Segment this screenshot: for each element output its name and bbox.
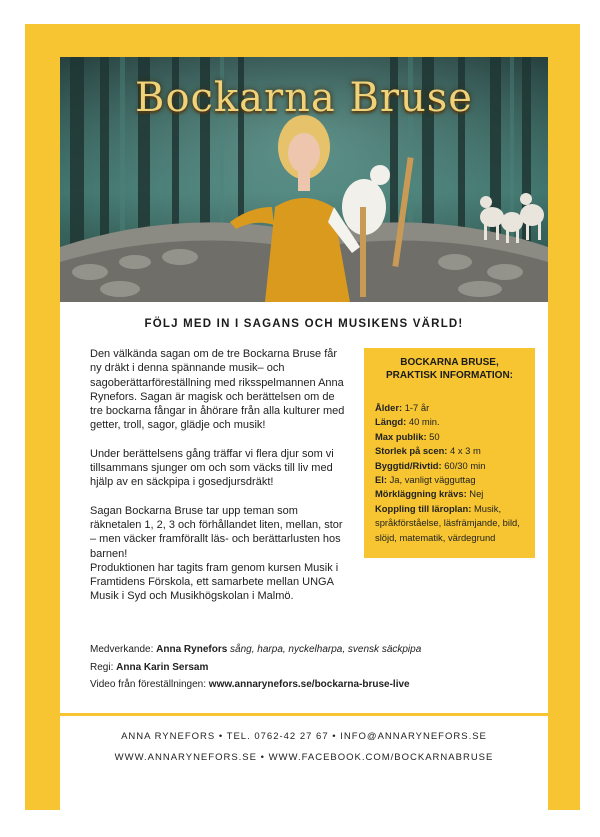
info-item [375, 430, 531, 444]
info-item [375, 502, 531, 545]
video-line [90, 676, 530, 694]
info-label: Mörkläggning krävs: [375, 488, 467, 500]
video-link[interactable]: www.annarynefors.se/bockarna-bruse-live [208, 679, 410, 690]
body-paragraph: Sagan Bockarna Bruse tar upp teman som räknetalen 1, 2, 3 och förhållandet liten, mellan, stor – men väcker framförallt läs- och berättarlusten hos barnen! [90, 504, 343, 560]
performers-line [90, 641, 530, 659]
info-value: 40 min. [406, 416, 440, 428]
footer [60, 716, 548, 810]
web-links-line: WWW.ANNARYNEFORS.SE • WWW.FACEBOOK.COM/BOCKARNABRUSE [114, 752, 494, 763]
info-value: 50 [426, 430, 440, 442]
info-value: Musik, språkförståelse, läsfrämjande, bild, slöjd, matematik, värdegrund [375, 502, 520, 543]
contact-line: ANNA RYNEFORS • TEL. 0762-42 27 67 • INFO@ANNARYNEFORS.SE [121, 731, 487, 742]
info-label: El: [375, 474, 387, 486]
info-item [375, 415, 531, 429]
hero-image [60, 57, 548, 302]
body-text [90, 347, 348, 618]
headline: FÖLJ MED IN I SAGANS OCH MUSIKENS VÄRLD! [144, 318, 464, 330]
info-label: Byggtid/Rivtid: [375, 459, 442, 471]
hero-title: Bockarna Bruse [135, 75, 473, 121]
info-value: 60/30 min [441, 459, 486, 471]
info-value: 4 x 3 m [447, 445, 481, 457]
info-label: Storlek på scen: [375, 445, 448, 457]
director-label: Regi: [90, 661, 117, 673]
body-paragraph: Den välkända sagan om de tre Bockarna Bruse får ny dräkt i denna spännande musik– och sagoberättarföreställning med riksspelmannen Anna Rynefors. Sagan är magisk och berättelsen om de tre bockarna fångar in åhörare från alla kulturer med getter, troll, sagor, glädje och musik! [90, 348, 345, 432]
body-paragraph: Produktionen har tagits fram genom kursen Musik i Framtidens Förskola, ett samarbete mellan UNGA Musik i Syd och Musikhögskolan i Malmö. [90, 561, 339, 603]
info-list [375, 401, 531, 545]
director-name: Anna Karin Sersam [116, 661, 209, 673]
info-box [364, 348, 535, 558]
info-title [364, 356, 535, 382]
video-label: Video från föreställningen: [90, 679, 209, 690]
performer-name: Anna Rynefors [156, 644, 228, 655]
info-label: Längd: [375, 416, 407, 428]
info-title-line1: BOCKARNA BRUSE, [400, 357, 499, 368]
info-item [375, 459, 531, 473]
info-value: Ja, vanligt vägguttag [386, 474, 476, 486]
body-paragraph: Under berättelsens gång träffar vi flera djur som vi tillsammans sjunger om och som väcks till liv med hjälp av en säckpipa i gosedjursdräkt! [90, 447, 334, 489]
info-label: Ålder: [375, 402, 403, 413]
info-value: Nej [466, 488, 484, 500]
info-item [375, 487, 531, 501]
info-item [375, 401, 531, 415]
performers-label: Medverkande: [90, 644, 157, 655]
credits [90, 641, 530, 694]
info-title-line2: PRAKTISK INFORMATION: [385, 370, 514, 381]
performer-roles: sång, harpa, nyckelharpa, svensk säckpipa [227, 644, 422, 655]
info-value: 1-7 år [402, 402, 430, 413]
director-line [90, 659, 530, 677]
info-label: Max publik: [375, 430, 427, 442]
info-item [375, 473, 531, 487]
info-item [375, 444, 531, 458]
info-label: Koppling till läroplan: [375, 502, 472, 514]
